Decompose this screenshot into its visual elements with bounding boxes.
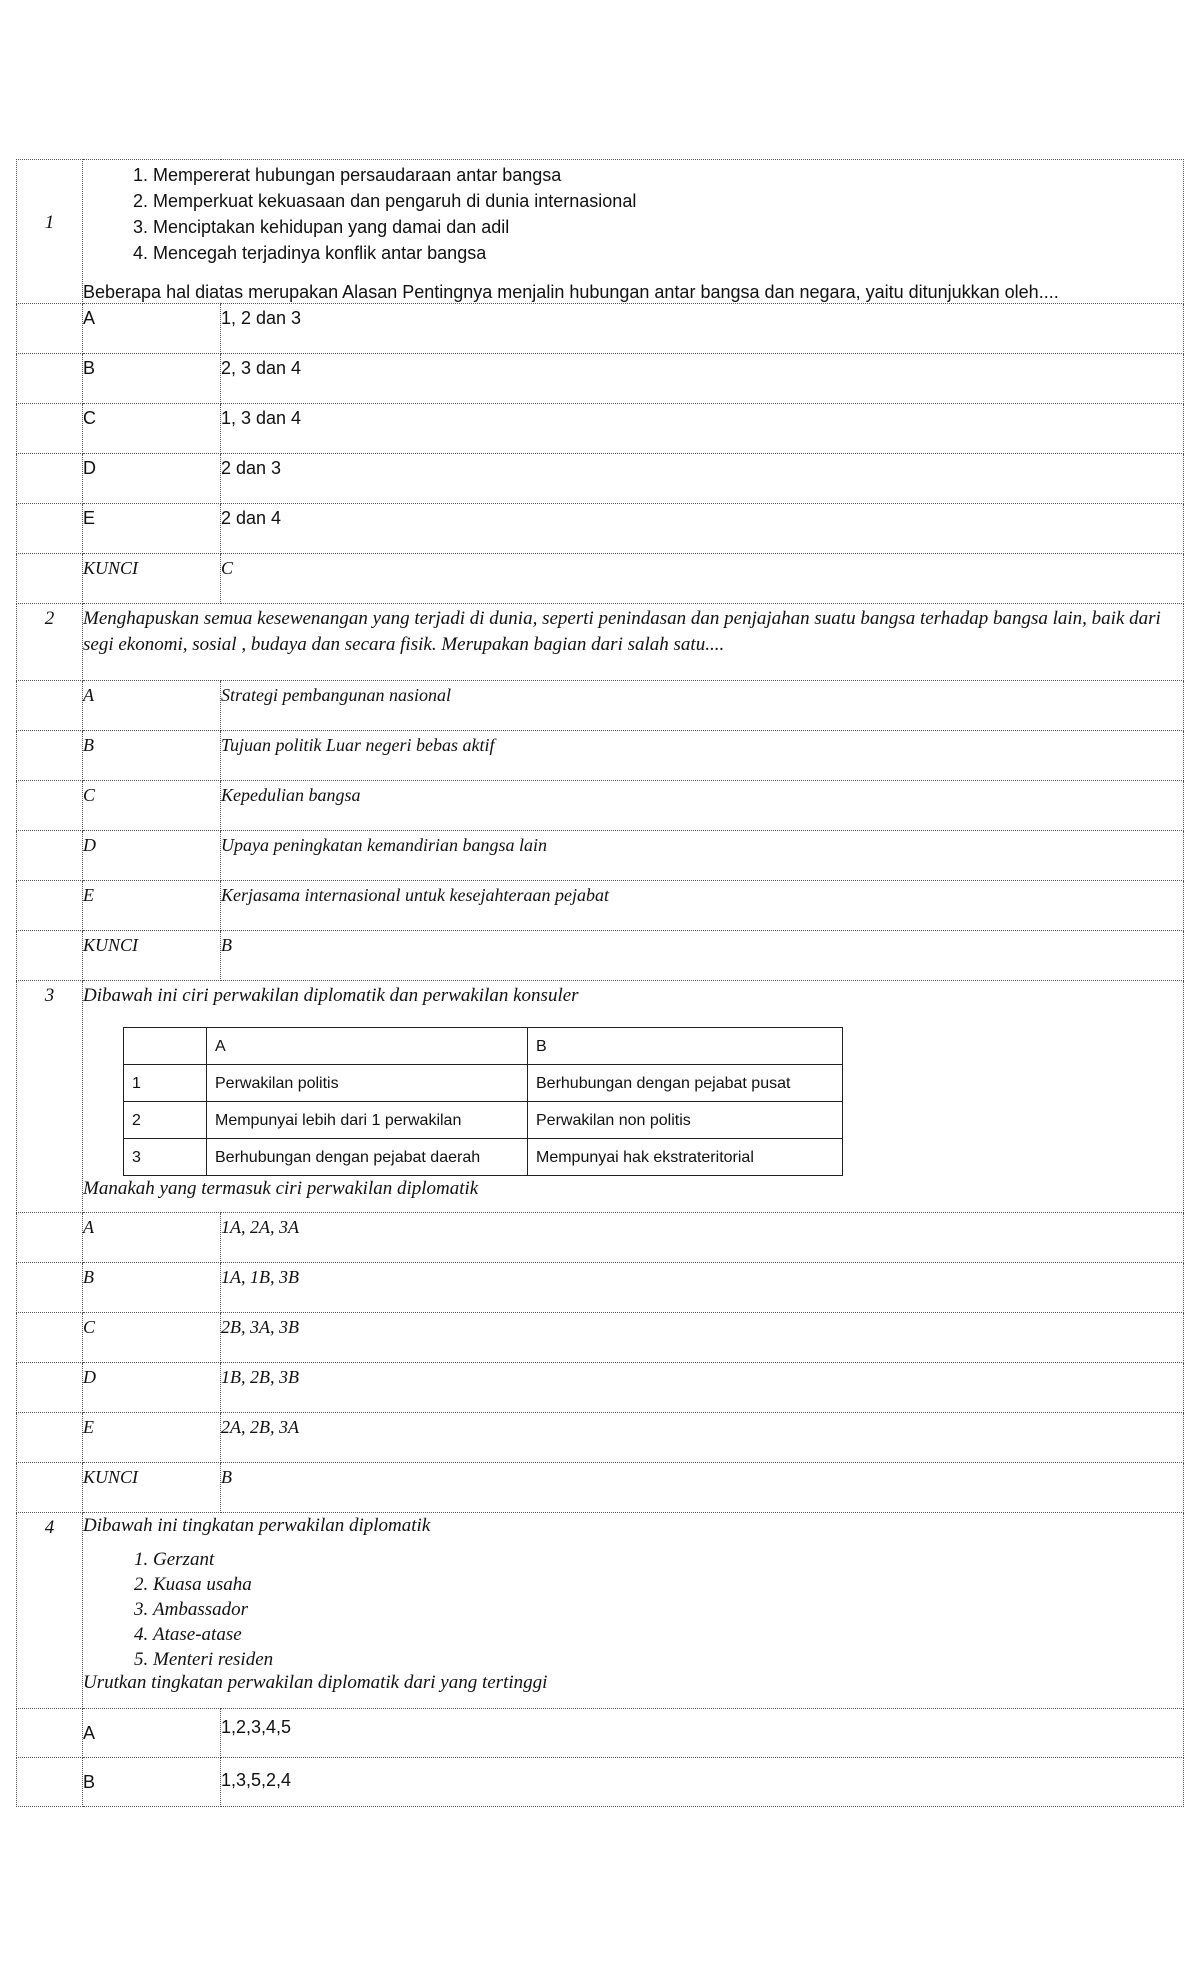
table-cell: 3: [124, 1139, 207, 1176]
option-row: [17, 1709, 1184, 1758]
option-text: 2 dan 4: [221, 504, 1184, 554]
option-row: [17, 831, 1184, 881]
option-text: 1B, 2B, 3B: [221, 1363, 1184, 1413]
option-label: E: [83, 1413, 221, 1463]
option-text: Upaya peningkatan kemandirian bangsa lain: [221, 831, 1184, 881]
question-1-row: [17, 160, 1184, 304]
option-row: [17, 731, 1184, 781]
option-row: [17, 1263, 1184, 1313]
table-header-cell: [124, 1028, 207, 1065]
option-label: D: [83, 831, 221, 881]
list-item: 1. Mempererat hubungan persaudaraan antar bangsa: [153, 162, 1183, 188]
table-cell: Perwakilan politis: [207, 1065, 528, 1102]
answer-key-value: B: [221, 1463, 1184, 1513]
table-row: [124, 1102, 843, 1139]
question-table: [16, 159, 1184, 1807]
question-2-row: [17, 604, 1184, 681]
answer-key-row: [17, 554, 1184, 604]
question-number: 1: [17, 160, 83, 304]
option-text: Kerjasama internasional untuk kesejahteraan pejabat: [221, 881, 1184, 931]
list-item: 3. Menciptakan kehidupan yang damai dan adil: [153, 214, 1183, 240]
question-3-body: [83, 981, 1184, 1213]
answer-key-label: KUNCI: [83, 554, 221, 604]
list-item: 4. Atase-atase: [153, 1622, 1183, 1647]
list-item: 1. Gerzant: [153, 1547, 1183, 1572]
option-text: 1,3,5,2,4: [221, 1758, 1184, 1807]
option-row: [17, 454, 1184, 504]
question-4-body: [83, 1513, 1184, 1709]
table-header-row: [124, 1028, 843, 1065]
question-prompt: Urutkan tingkatan perwakilan diplomatik dari yang tertinggi: [83, 1672, 548, 1693]
option-row: [17, 1213, 1184, 1263]
option-label: B: [83, 731, 221, 781]
option-label: E: [83, 504, 221, 554]
question-stem: Dibawah ini tingkatan perwakilan diplomatik: [83, 1515, 431, 1536]
option-text: 2, 3 dan 4: [221, 354, 1184, 404]
option-text: 2A, 2B, 3A: [221, 1413, 1184, 1463]
table-row: [124, 1065, 843, 1102]
option-text: 1,2,3,4,5: [221, 1709, 1184, 1758]
table-row: [124, 1139, 843, 1176]
question-1-list: [83, 162, 1183, 266]
option-text: 1, 2 dan 3: [221, 304, 1184, 354]
question-number: 4: [17, 1513, 83, 1709]
list-item: 4. Mencegah terjadinya konflik antar bangsa: [153, 240, 1183, 266]
question-3-row: [17, 981, 1184, 1213]
answer-key-label: KUNCI: [83, 1463, 221, 1513]
table-header-cell: B: [528, 1028, 843, 1065]
option-label: B: [83, 354, 221, 404]
option-row: [17, 1363, 1184, 1413]
exam-sheet: [16, 159, 1184, 1807]
question-1-body: [83, 160, 1184, 304]
option-label: D: [83, 454, 221, 504]
option-row: [17, 1758, 1184, 1807]
question-4-list: [83, 1547, 1183, 1672]
option-text: 2 dan 3: [221, 454, 1184, 504]
option-label: D: [83, 1363, 221, 1413]
table-cell: 1: [124, 1065, 207, 1102]
option-text: 1A, 2A, 3A: [221, 1213, 1184, 1263]
option-text: Kepedulian bangsa: [221, 781, 1184, 831]
list-item: 3. Ambassador: [153, 1597, 1183, 1622]
list-item: 2. Kuasa usaha: [153, 1572, 1183, 1597]
option-label: A: [83, 681, 221, 731]
option-label: C: [83, 781, 221, 831]
option-label: B: [83, 1758, 221, 1807]
option-row: [17, 354, 1184, 404]
option-row: [17, 681, 1184, 731]
option-text: 1A, 1B, 3B: [221, 1263, 1184, 1313]
table-cell: 2: [124, 1102, 207, 1139]
answer-key-row: [17, 1463, 1184, 1513]
table-cell: Mempunyai lebih dari 1 perwakilan: [207, 1102, 528, 1139]
question-4-row: [17, 1513, 1184, 1709]
table-cell: Berhubungan dengan pejabat pusat: [528, 1065, 843, 1102]
option-label: E: [83, 881, 221, 931]
option-row: [17, 304, 1184, 354]
answer-key-label: KUNCI: [83, 931, 221, 981]
table-cell: Mempunyai hak ekstrateritorial: [528, 1139, 843, 1176]
option-label: C: [83, 1313, 221, 1363]
table-header-cell: A: [207, 1028, 528, 1065]
question-number: 3: [17, 981, 83, 1213]
table-cell: Berhubungan dengan pejabat daerah: [207, 1139, 528, 1176]
option-text: Strategi pembangunan nasional: [221, 681, 1184, 731]
question-stem: Beberapa hal diatas merupakan Alasan Pentingnya menjalin hubungan antar bangsa dan negara, yaitu ditunjukkan oleh....: [83, 282, 1059, 302]
option-label: A: [83, 304, 221, 354]
option-row: [17, 1413, 1184, 1463]
question-prompt: Manakah yang termasuk ciri perwakilan diplomatik: [83, 1178, 479, 1199]
option-text: Tujuan politik Luar negeri bebas aktif: [221, 731, 1184, 781]
option-label: B: [83, 1263, 221, 1313]
answer-key-row: [17, 931, 1184, 981]
option-text: 1, 3 dan 4: [221, 404, 1184, 454]
table-cell: Perwakilan non politis: [528, 1102, 843, 1139]
list-item: 5. Menteri residen: [153, 1647, 1183, 1672]
option-label: A: [83, 1709, 221, 1758]
list-item: 2. Memperkuat kekuasaan dan pengaruh di dunia internasional: [153, 188, 1183, 214]
option-text: 2B, 3A, 3B: [221, 1313, 1184, 1363]
question-stem: Dibawah ini ciri perwakilan diplomatik dan perwakilan konsuler: [83, 985, 579, 1006]
option-row: [17, 881, 1184, 931]
question-2-body: [83, 604, 1184, 681]
question-stem: Menghapuskan semua kesewenangan yang terjadi di dunia, seperti penindasan dan penjajahan suatu bangsa terhadap bangsa lain, baik dari segi ekonomi, sosial , budaya dan secara fisik. Merupakan bagian dari salah satu....: [83, 608, 1161, 655]
question-number: 2: [17, 604, 83, 681]
option-row: [17, 781, 1184, 831]
option-label: C: [83, 404, 221, 454]
characteristics-table: [123, 1027, 843, 1176]
answer-key-value: C: [221, 554, 1184, 604]
option-row: [17, 1313, 1184, 1363]
option-label: A: [83, 1213, 221, 1263]
answer-key-value: B: [221, 931, 1184, 981]
option-row: [17, 504, 1184, 554]
option-row: [17, 404, 1184, 454]
